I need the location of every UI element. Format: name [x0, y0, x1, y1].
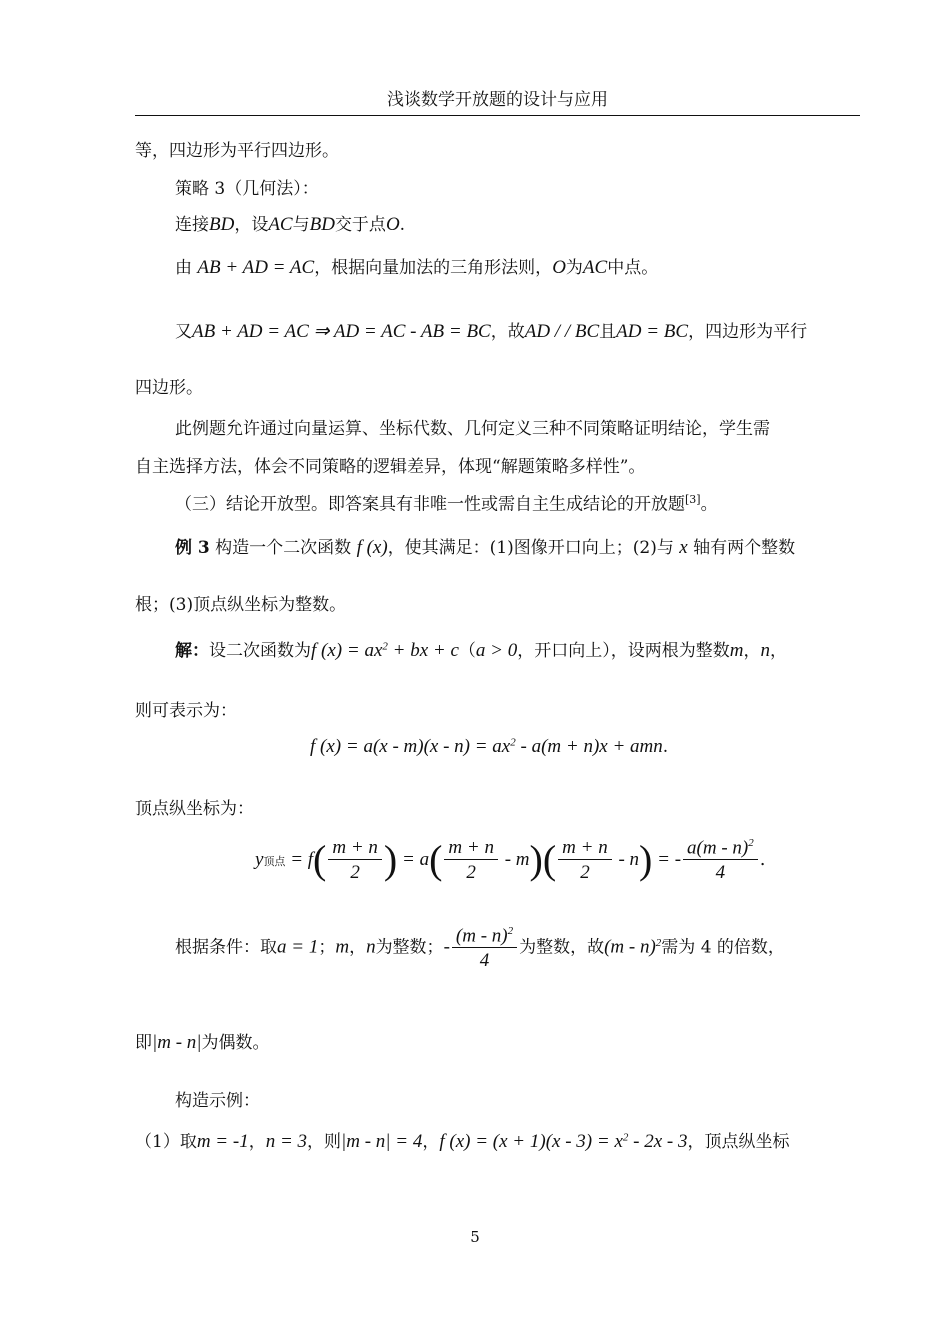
paragraph-line: 又AB + AD = AC ⇒ AD = AC - AB = BC，故AD / / BC且AD = BC，四边形为平行: [175, 321, 808, 342]
paragraph-line: 顶点纵坐标为：: [135, 799, 254, 819]
example-label: 例 3: [175, 538, 210, 558]
paragraph-line: 等，四边形为平行四边形。: [135, 141, 339, 161]
example-case-line: （1）取m = -1，n = 3，则|m - n| = 4，f $(x) = (x + 1)(x - 3) = x^2 - 2x - 3$，顶点纵坐标: [135, 1131, 790, 1152]
equation-vertex: y顶点 = f( $\frac{m + n}{2}$ ) = a( $\frac{m + n}{2}$ - m)( $\frac{m + n}{2}$ - n) = - $\frac{a(m - n)^2}{4}$ .: [255, 837, 766, 884]
section-heading: （三）结论开放型。即答案具有非唯一性或需自主生成结论的开放题[3]。: [175, 493, 718, 515]
paragraph-line: 即|m - n|为偶数。: [135, 1032, 270, 1053]
paragraph-line: 此例题允许通过向量运算、坐标代数、几何定义三种不同策略证明结论，学生需: [175, 419, 770, 439]
paragraph-line: 连接BD，设AC与BD交于点O.: [175, 214, 406, 235]
paragraph-line: 由 AB + AD = AC，根据向量加法的三角形法则，O为AC中点。: [175, 257, 659, 278]
citation-ref: [3]: [685, 493, 701, 506]
strategy-heading: 策略 3（几何法）：: [175, 179, 319, 199]
example-line: 例 3 构造一个二次函数 f (x)，使其满足：(1)图像开口向上；(2)与 x 轴有两个整数: [175, 537, 796, 558]
page-number: 5: [470, 1228, 480, 1246]
solution-label: 解：: [175, 641, 209, 661]
paragraph-line: 则可表示为：: [135, 701, 237, 721]
solution-line: 解：设二次函数为f $(x) = ax^2$ + bx + c（a > 0，开口向上），设两根为整数m，n，: [175, 640, 787, 661]
paragraph-line: 四边形。: [135, 378, 203, 398]
paragraph-line: 根据条件：取a = 1；m，n为整数；- $\frac{(m - n)^2}{4}$ 为整数，故(m - n)$^2$需为 4 的倍数，: [175, 925, 785, 972]
paragraph-line: 根；(3)顶点纵坐标为整数。: [135, 595, 347, 615]
paragraph-line: 自主选择方法，体会不同策略的逻辑差异，体现“解题策略多样性”。: [135, 457, 646, 477]
page-header-title: 浅谈数学开放题的设计与应用: [387, 90, 608, 110]
paragraph-line: 构造示例：: [175, 1091, 260, 1111]
equation-factored: f $(x) = a(x - m)(x - n) = ax^2 - a(m + n)x$ + amn.: [310, 736, 669, 757]
header-rule: [135, 115, 860, 116]
